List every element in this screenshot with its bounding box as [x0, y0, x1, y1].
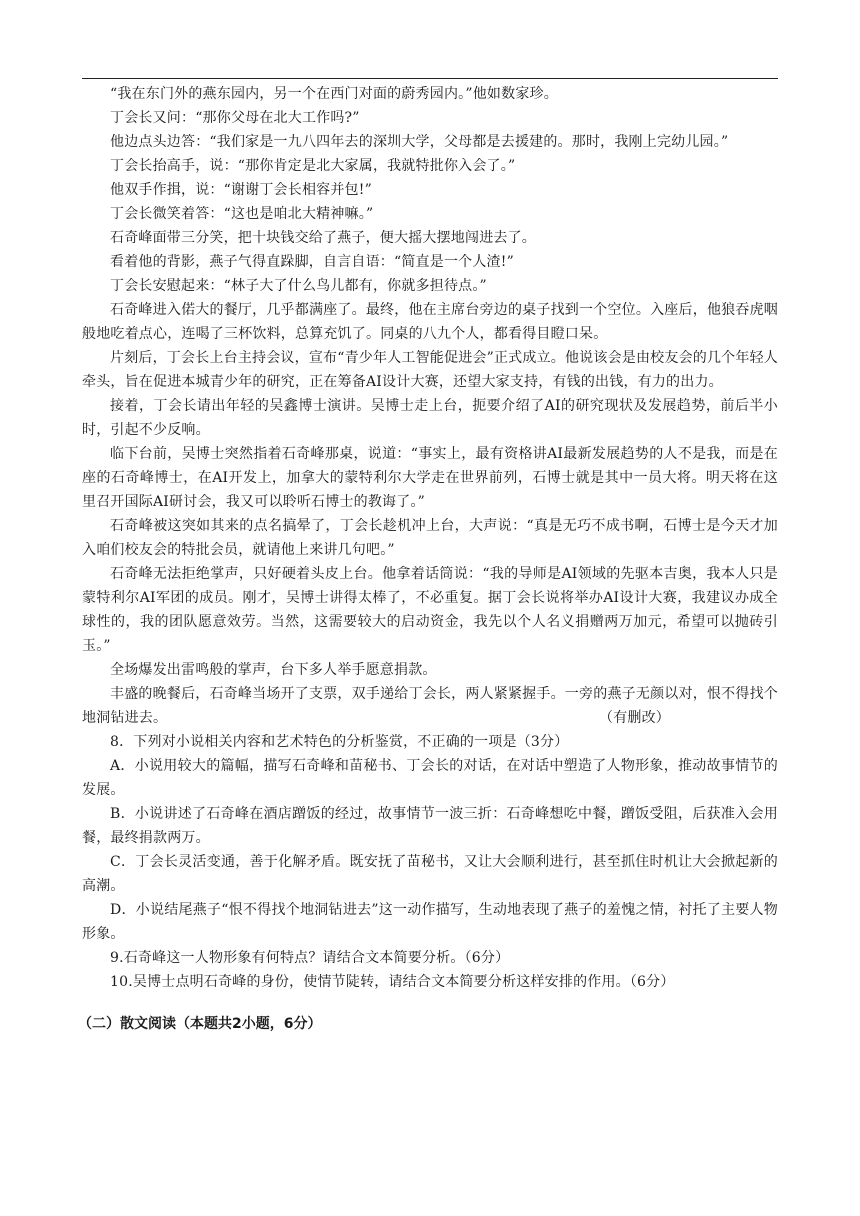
final-paragraph-text: 丰盛的晚餐后，石奇峰当场开了支票，双手递给丁会长，两人紧紧握手。一旁的燕子无颜以对，恨不得找个地洞钻进去。	[82, 686, 778, 726]
passage-paragraph: 全场爆发出雷鸣般的掌声，台下多人举手愿意捐款。	[110, 662, 437, 678]
passage-paragraph: 丁会长微笑着答：“这也是咱北大精神嘛。”	[110, 206, 374, 222]
passage-paragraph: 丁会长安慰起来：“林子大了什么鸟儿都有，你就多担待点。”	[110, 278, 487, 294]
passage-paragraph: 石奇峰面带三分笑，把十块钱交给了燕子，便大摇大摆地闯进去了。	[110, 230, 536, 246]
passage-paragraph: 石奇峰被这突如其来的点名搞晕了，丁会长趁机冲上台，大声说：“真是无巧不成书啊，石博士是今天才加入咱们校友会的特批会员，就请他上来讲几句吧。”	[82, 518, 778, 558]
question-10: 10.吴博士点明石奇峰的身份，使情节陡转，请结合文本简要分析这样安排的作用。（6分）	[110, 974, 675, 990]
passage-paragraph: 丁会长又问：“那你父母在北大工作吗?”	[110, 110, 360, 126]
question-8-option-a: A．小说用较大的篇幅，描写石奇峰和苗秘书、丁会长的对话，在对话中塑造了人物形象，推动故事情节的发展。	[82, 758, 778, 798]
question-8-option-d: D．小说结尾燕子“恨不得找个地洞钻进去”这一动作描写，生动地表现了燕子的羞愧之情，衬托了主要人物形象。	[82, 902, 778, 942]
passage-paragraph: 临下台前，吴博士突然指着石奇峰那桌，说道：“事实上，最有资格讲AI最新发展趋势的人不是我，而是在座的石奇峰博士，在AI开发上，加拿大的蒙特利尔大学走在世界前列，石博士就是其中一员大将。明天将在这里召开国际AI研讨会，我又可以聆听石博士的教诲了。”	[82, 446, 778, 510]
passage-paragraph: 石奇峰进入偌大的餐厅，几乎都满座了。最终，他在主席台旁边的桌子找到一个空位。入座后，他狼吞虎咽般地吃着点心，连喝了三杯饮料，总算充饥了。同桌的八九个人，都看得目瞪口呆。	[82, 302, 778, 342]
section-heading-prose-reading: （二）散文阅读（本题共2小题，6分）	[78, 1016, 322, 1032]
abridged-note: （有删改）	[599, 710, 670, 726]
question-9: 9.石奇峰这一人物形象有何特点？请结合文本简要分析。（6分）	[110, 950, 510, 966]
question-8-option-b: B．小说讲述了石奇峰在酒店蹭饭的经过，故事情节一波三折：石奇峰想吃中餐，蹭饭受阻，后获准入会用餐，最终捐款两万。	[82, 806, 778, 846]
final-paragraph	[82, 682, 778, 730]
passage-paragraph: 他双手作揖，说：“谢谢丁会长相容并包!”	[110, 182, 372, 198]
reading-passage	[78, 82, 778, 1036]
passage-paragraph: 看着他的背影，燕子气得直跺脚，自言自语：“简直是一个人渣!”	[110, 254, 514, 270]
passage-paragraph: 片刻后，丁会长上台主持会议，宣布“青少年人工智能促进会”正式成立。他说该会是由校友会的几个年轻人牵头，旨在促进本城青少年的研究，正在筹备AI设计大赛，还望大家支持，有钱的出钱，有力的出力。	[82, 350, 778, 390]
header-rule	[82, 78, 778, 79]
passage-paragraph: 丁会长抬高手，说：“那你肯定是北大家属，我就特批你入会了。”	[110, 158, 516, 174]
passage-paragraph: 石奇峰无法拒绝掌声，只好硬着头皮上台。他拿着话筒说：“我的导师是AI领域的先驱本吉奥，我本人只是蒙特利尔AI军团的成员。刚才，吴博士讲得太棒了，不必重复。据丁会长说将举办AI设计大赛，我建议办成全球性的，我的团队愿意效劳。当然，这需要较大的启动资金，我先以个人名义捐赠两万加元，希望可以抛砖引玉。”	[82, 566, 778, 654]
question-8-stem: 8．下列对小说相关内容和艺术特色的分析鉴赏，不正确的一项是（3分）	[110, 734, 569, 750]
passage-paragraph: 接着，丁会长请出年轻的吴鑫博士演讲。吴博士走上台，扼要介绍了AI的研究现状及发展趋势，前后半小时，引起不少反响。	[82, 398, 778, 438]
passage-paragraph: 他边点头边答：“我们家是一九八四年去的深圳大学，父母都是去援建的。那时，我刚上完幼儿园。”	[110, 134, 729, 150]
question-8-option-c: C．丁会长灵活变通，善于化解矛盾。既安抚了苗秘书，又让大会顺利进行，甚至抓住时机让大会掀起新的高潮。	[82, 854, 778, 894]
passage-paragraph: “我在东门外的燕东园内，另一个在西门对面的蔚秀园内。”他如数家珍。	[110, 86, 558, 102]
